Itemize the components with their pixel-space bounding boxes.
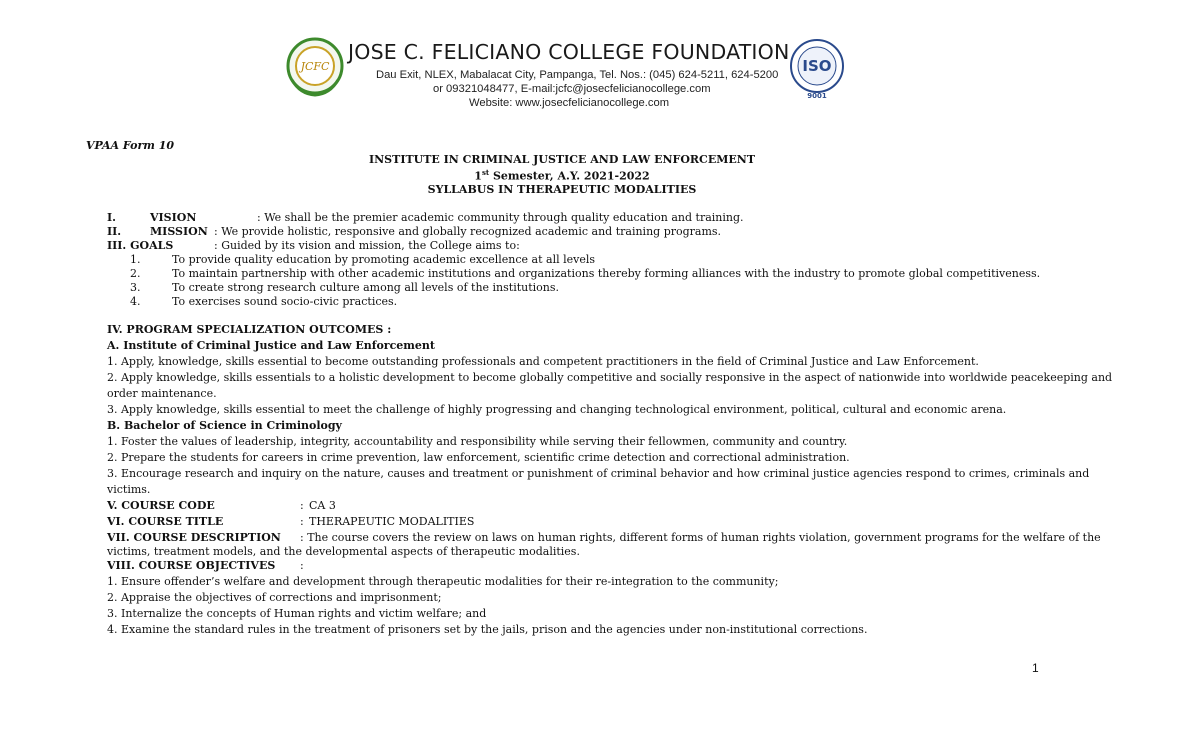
college-website: Website: www.josecfelicianocollege.com [469, 97, 670, 109]
goal-number: 2. [130, 267, 141, 280]
pso-a-item: 2. Apply knowledge, skills essentials to a holistic development to become globally competitive and socially responsive in the aspect of nationwide into worldwide peacekeeping and [107, 371, 1113, 384]
pso-a-heading: A. Institute of Criminal Justice and Law Enforcement [107, 339, 436, 352]
course-objective-item: 2. Appraise the objectives of corrections and imprisonment; [107, 591, 442, 604]
course-title-value: THERAPEUTIC MODALITIES [309, 515, 475, 528]
pso-a-item: 1. Apply, knowledge, skills essential to become outstanding professionals and competent practitioners in the field of Criminal Justice and Law Enforcement. [107, 355, 979, 368]
course-description-label: VII. COURSE DESCRIPTION [107, 531, 281, 544]
semester-line [0, 168, 1124, 183]
goal-text: To provide quality education by promoting academic excellence at all levels [172, 253, 596, 266]
iso-badge-logo [786, 38, 848, 100]
course-title-label: VI. COURSE TITLE [107, 515, 224, 528]
course-title-separator: : [300, 515, 304, 528]
pso-b-item: 2. Prepare the students for careers in crime prevention, law enforcement, scientific crime detection and correctional administration. [107, 451, 850, 464]
syllabus-title: SYLLABUS IN THERAPEUTIC MODALITIES [427, 183, 697, 196]
goal-number: 4. [130, 295, 141, 308]
vision-text: : We shall be the premier academic community through quality education and training. [257, 211, 744, 224]
pso-heading: IV. PROGRAM SPECIALIZATION OUTCOMES : [107, 323, 392, 336]
goal-text: To exercises sound socio-civic practices. [172, 295, 398, 308]
goal-text: To maintain partnership with other academic institutions and organizations thereby forming alliances with the industry to promote global competitiveness. [172, 267, 1041, 280]
college-address: Dau Exit, NLEX, Mabalacat City, Pampanga, Tel. Nos.: (045) 624-5211, 624-5200 [376, 69, 779, 81]
goal-text: To create strong research culture among all levels of the institutions. [172, 281, 560, 294]
goals-label: III. GOALS [107, 239, 174, 252]
course-description-text: : The course covers the review on laws on human rights, different forms of human rights violation, government programs for the welfare of the [300, 531, 1101, 544]
form-label: VPAA Form 10 [86, 139, 175, 152]
course-objectives-label: VIII. COURSE OBJECTIVES [107, 559, 276, 572]
goal-number: 3. [130, 281, 141, 294]
letterhead [286, 36, 846, 116]
course-objectives-separator: : [300, 559, 304, 572]
mission-text: : We provide holistic, responsive and globally recognized academic and training programs. [214, 225, 722, 238]
course-code-value: CA 3 [309, 499, 336, 512]
college-contact: or 09321048477, E-mail:jcfc@josecfelicianocollege.com [433, 83, 711, 95]
logo-text: JCFC [300, 60, 330, 73]
pso-a-item: order maintenance. [107, 387, 217, 400]
pso-b-heading: B. Bachelor of Science in Criminology [107, 419, 342, 432]
course-description-text: victims, treatment models, and the developmental aspects of therapeutic modalities. [107, 545, 580, 558]
iso-number: 9001 [807, 92, 827, 100]
pso-b-item: 3. Encourage research and inquiry on the nature, causes and treatment or punishment of criminal behavior and how criminal justice agencies respond to crimes, criminals and [107, 467, 1090, 480]
page-number: 1 [1032, 661, 1039, 675]
course-code-label: V. COURSE CODE [107, 499, 215, 512]
vision-number: I. [107, 211, 116, 224]
pso-a-item: 3. Apply knowledge, skills essential to meet the challenge of highly progressing and changing technological environment, political, cultural and economic arena. [107, 403, 1007, 416]
course-code-separator: : [300, 499, 304, 512]
pso-b-item: victims. [107, 483, 151, 496]
semester-suffix: st [481, 168, 490, 177]
iso-label: ISO [802, 57, 832, 75]
semester-number: 1 [474, 169, 482, 183]
mission-number: II. [107, 225, 122, 238]
vision-label: VISION [150, 211, 197, 224]
course-objective-item: 1. Ensure offender’s welfare and development through therapeutic modalities for their re-integration to the community; [107, 575, 779, 588]
college-name: JOSE C. FELICIANO COLLEGE FOUNDATION [348, 40, 790, 64]
college-seal-logo [286, 36, 344, 98]
semester-text: Semester, A.Y. 2021-2022 [489, 169, 650, 183]
goal-number: 1. [130, 253, 141, 266]
goals-text: : Guided by its vision and mission, the College aims to: [214, 239, 520, 252]
pso-b-item: 1. Foster the values of leadership, integrity, accountability and responsibility while serving their fellowmen, community and country. [107, 435, 848, 448]
course-objective-item: 3. Internalize the concepts of Human rights and victim welfare; and [107, 607, 487, 620]
institute-title: INSTITUTE IN CRIMINAL JUSTICE AND LAW ENFORCEMENT [368, 153, 755, 166]
mission-label: MISSION [150, 225, 208, 238]
course-objective-item: 4. Examine the standard rules in the treatment of prisoners set by the jails, prison and the agencies under non-institutional corrections. [107, 623, 868, 636]
